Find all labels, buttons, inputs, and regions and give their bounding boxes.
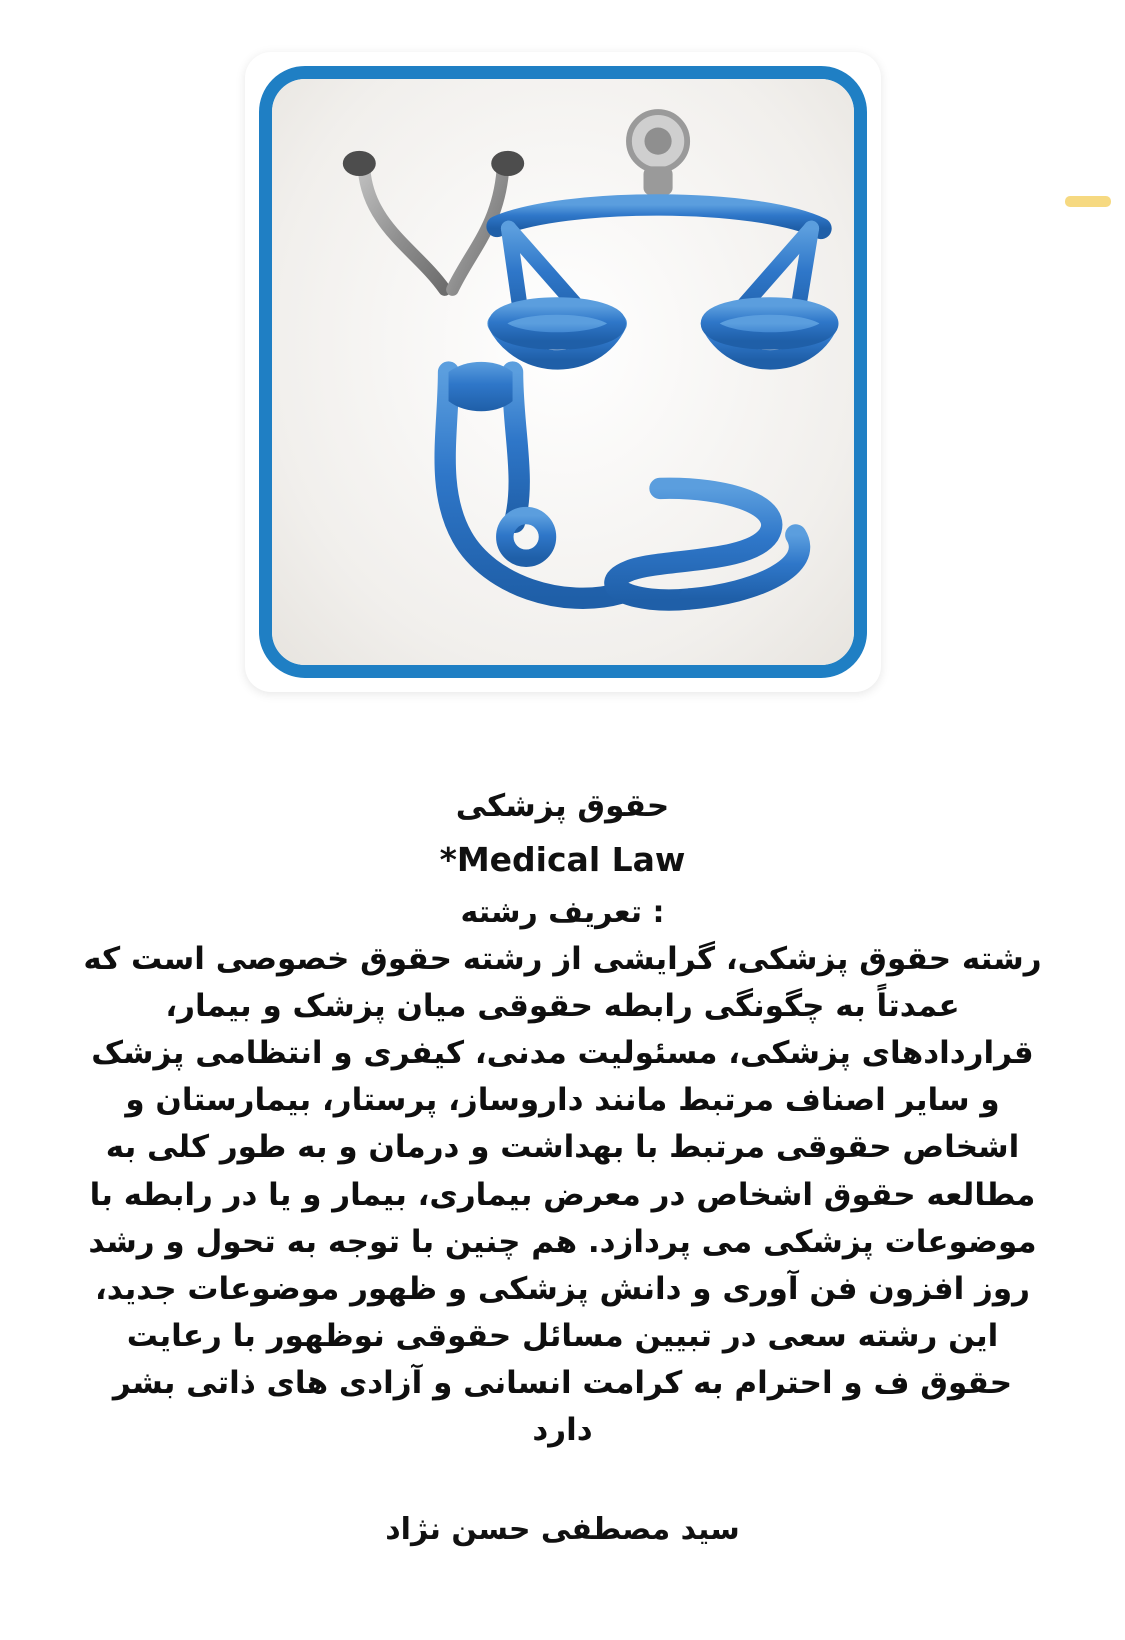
medical-law-illustration-icon xyxy=(272,79,854,665)
photo-frame xyxy=(259,66,867,678)
photo-card xyxy=(245,52,881,692)
text-block xyxy=(63,788,1063,1547)
page-title-en: *Medical Law xyxy=(439,840,686,879)
section-heading: : تعریف رشته xyxy=(460,895,665,930)
body-paragraph: رشته حقوق پزشکی، گرایشی از رشته حقوق خصوصی است که عمدتاً به چگونگی رابطه حقوقی میان پزشک و بیمار، قراردادهای پزشکی، مسئولیت مدنی، کیفری و انتظامی پزشک و سایر اصناف مرتبط مانند داروساز، پرستار، بیمارستان و اشخاص حقوقی مرتبط با بهداشت و درمان و به طور کلی به مطالعه حقوق اشخاص در معرض بیماری، بیمار و یا در رابطه با موضوعات پزشکی می پردازد. هم چنین با توجه به تحول و رشد روز افزون فن آوری و دانش پزشکی و ظهور موضوعات جدید، این رشته سعی در تبیین مسائل حقوقی نوظهور با رعایت حقوق ف و احترام به کرامت انسانی و آزادی های ذاتی بشر دارد xyxy=(83,941,1042,1449)
author-name: سید مصطفی حسن نژاد xyxy=(385,1512,740,1548)
illustration-block xyxy=(0,0,1125,692)
page-title-fa: حقوق پزشکی xyxy=(455,788,670,824)
highlight-marker xyxy=(1065,196,1111,207)
